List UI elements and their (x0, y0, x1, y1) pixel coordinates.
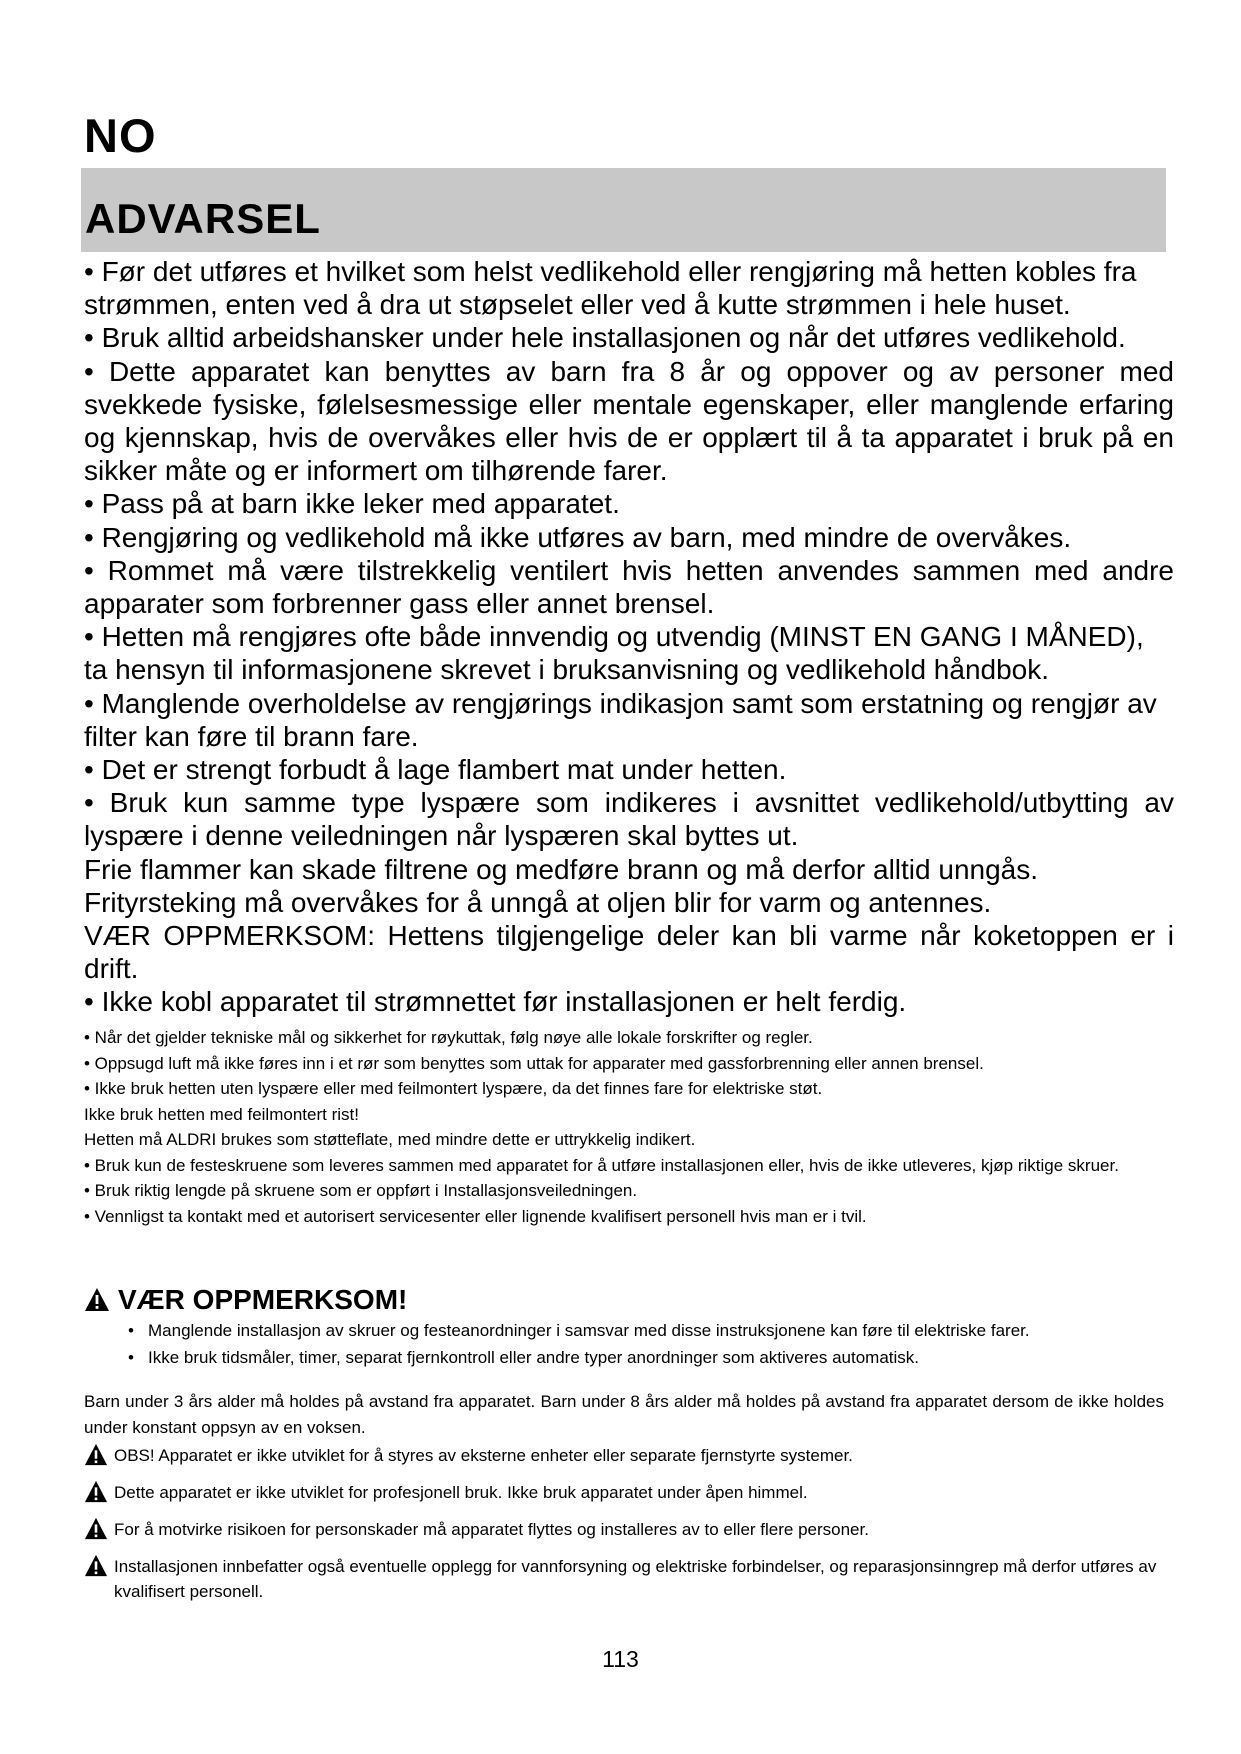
section-banner (81, 168, 1166, 252)
attention-heading (84, 1284, 407, 1316)
list-item: • Ikke bruk tidsmåler, timer, separat fjernkontroll eller andre typer anordninger som aktiveres automatisk. (128, 1344, 1030, 1371)
warning-paragraph: Frityrsteking må overvåkes for å unngå at oljen blir for varm og antennes. (84, 886, 992, 918)
safety-notes (84, 1443, 1164, 1616)
warning-paragraph: • Pass på at barn ikke leker med apparatet. (84, 488, 620, 520)
small-paragraph: Hetten må ALDRI brukes som støtteflate, med mindre dette er uttrykkelig indikert. (84, 1130, 696, 1149)
warning-paragraph: • Ikke kobl apparatet til strømnettet før installasjonen er helt ferdig. (84, 986, 907, 1018)
warning-paragraph: • Rommet må være tilstrekkelig ventilert hvis hetten anvendes sammen med andre apparater som forbrenner gass eller annet brensel. (84, 554, 1174, 620)
main-warnings (84, 255, 1174, 1019)
safety-note (84, 1480, 1164, 1505)
warning-paragraph: • Manglende overholdelse av rengjørings indikasjon samt som erstatning og rengjør av filter kan føre til brann fare. (84, 687, 1157, 752)
safety-note-text: OBS! Apparatet er ikke utviklet for å styres av eksterne enheter eller separate fjernstyrte systemer. (114, 1446, 853, 1465)
warning-triangle-icon (84, 1287, 110, 1313)
warning-triangle-icon (84, 1480, 108, 1504)
warning-paragraph: • Det er strengt forbudt å lage flambert mat under hetten. (84, 754, 787, 786)
safety-note-text: Dette apparatet er ikke utviklet for profesjonell bruk. Ikke bruk apparatet under åpen himmel. (114, 1483, 808, 1502)
small-paragraph: • Bruk kun de festeskruene som leveres sammen med apparatet for å utføre installasjonen eller, hvis de ikke utleveres, kjøp riktige skruer. (84, 1155, 1119, 1175)
warning-triangle-icon (84, 1443, 108, 1467)
warning-paragraph: • Dette apparatet kan benyttes av barn fra 8 år og oppover og av personer med svekkede fysiske, følelsesmessige eller mentale egenskaper, eller manglende erfaring og kjennskap, hvis de overvåkes eller hvis de er opplært til å ta apparatet i bruk på en sikker måte og er informert om tilhørende farer. (84, 355, 1174, 487)
warning-paragraph: • Før det utføres et hvilket som helst vedlikehold eller rengjøring må hetten kobles fra strømmen, enten ved å dra ut støpselet eller ved å kutte strømmen i hele huset. (84, 256, 1137, 321)
safety-note (84, 1554, 1164, 1604)
small-paragraph: • Når det gjelder tekniske mål og sikkerhet for røykuttak, følg nøye alle lokale forskrifter og regler. (84, 1028, 813, 1047)
list-item: • Manglende installasjon av skruer og festeanordninger i samsvar med disse instruksjonene kan føre til elektriske farer. (128, 1317, 1030, 1344)
secondary-warnings (84, 1025, 1164, 1229)
attention-list (128, 1317, 1030, 1371)
children-note: Barn under 3 års alder må holdes på avstand fra apparatet. Barn under 8 års alder må holdes på avstand fra apparatet dersom de ikke holdes under konstant oppsyn av en voksen. (84, 1392, 1164, 1437)
warning-paragraph: • Bruk alltid arbeidshansker under hele installasjonen og når det utføres vedlikehold. (84, 322, 1126, 354)
safety-note-text: For å motvirke risikoen for personskader må apparatet flyttes og installeres av to eller flere personer. (114, 1520, 869, 1539)
warning-triangle-icon (84, 1554, 108, 1578)
small-paragraph: • Ikke bruk hetten uten lyspære eller med feilmontert lyspære, da det finnes fare for elektriske støt. (84, 1079, 823, 1098)
page-number: 113 (602, 1646, 639, 1672)
language-code: NO (84, 109, 157, 162)
warning-triangle-icon (84, 1517, 108, 1541)
section-title: ADVARSEL (85, 195, 321, 242)
warning-paragraph: • Bruk kun samme type lyspære som indikeres i avsnittet vedlikehold/utbytting av lyspære i denne veiledningen når lyspæren skal byttes ut. (84, 787, 1174, 852)
small-paragraph: • Vennligst ta kontakt med et autorisert servicesenter eller lignende kvalifisert personell hvis man er i tvil. (84, 1206, 867, 1226)
attention-title: VÆR OPPMERKSOM! (118, 1284, 408, 1315)
warning-paragraph: VÆR OPPMERKSOM: Hettens tilgjengelige deler kan bli varme når koketoppen er i drift. (84, 920, 1174, 985)
small-paragraph: Ikke bruk hetten med feilmontert rist! (84, 1104, 359, 1124)
warning-paragraph: • Hetten må rengjøres ofte både innvendig og utvendig (MINST EN GANG I MÅNED), ta hensyn til informasjonene skrevet i bruksanvisning og vedlikehold håndbok. (84, 621, 1144, 686)
warning-paragraph: Frie flammer kan skade filtrene og medføre brann og må derfor alltid unngås. (84, 853, 1039, 885)
small-paragraph: • Oppsugd luft må ikke føres inn i et rør som benyttes som uttak for apparater med gassforbrenning eller annen brensel. (84, 1053, 984, 1073)
safety-note (84, 1517, 1164, 1542)
small-paragraph: • Bruk riktig lengde på skruene som er oppført i Installasjonsveiledningen. (84, 1181, 638, 1200)
warning-paragraph: • Rengjøring og vedlikehold må ikke utføres av barn, med mindre de overvåkes. (84, 521, 1072, 553)
safety-note (84, 1443, 1164, 1468)
safety-note-text: Installasjonen innbefatter også eventuelle opplegg for vannforsyning og elektriske forbindelser, og reparasjonsinngrep må derfor utføres av kvalifisert personell. (114, 1557, 1157, 1601)
